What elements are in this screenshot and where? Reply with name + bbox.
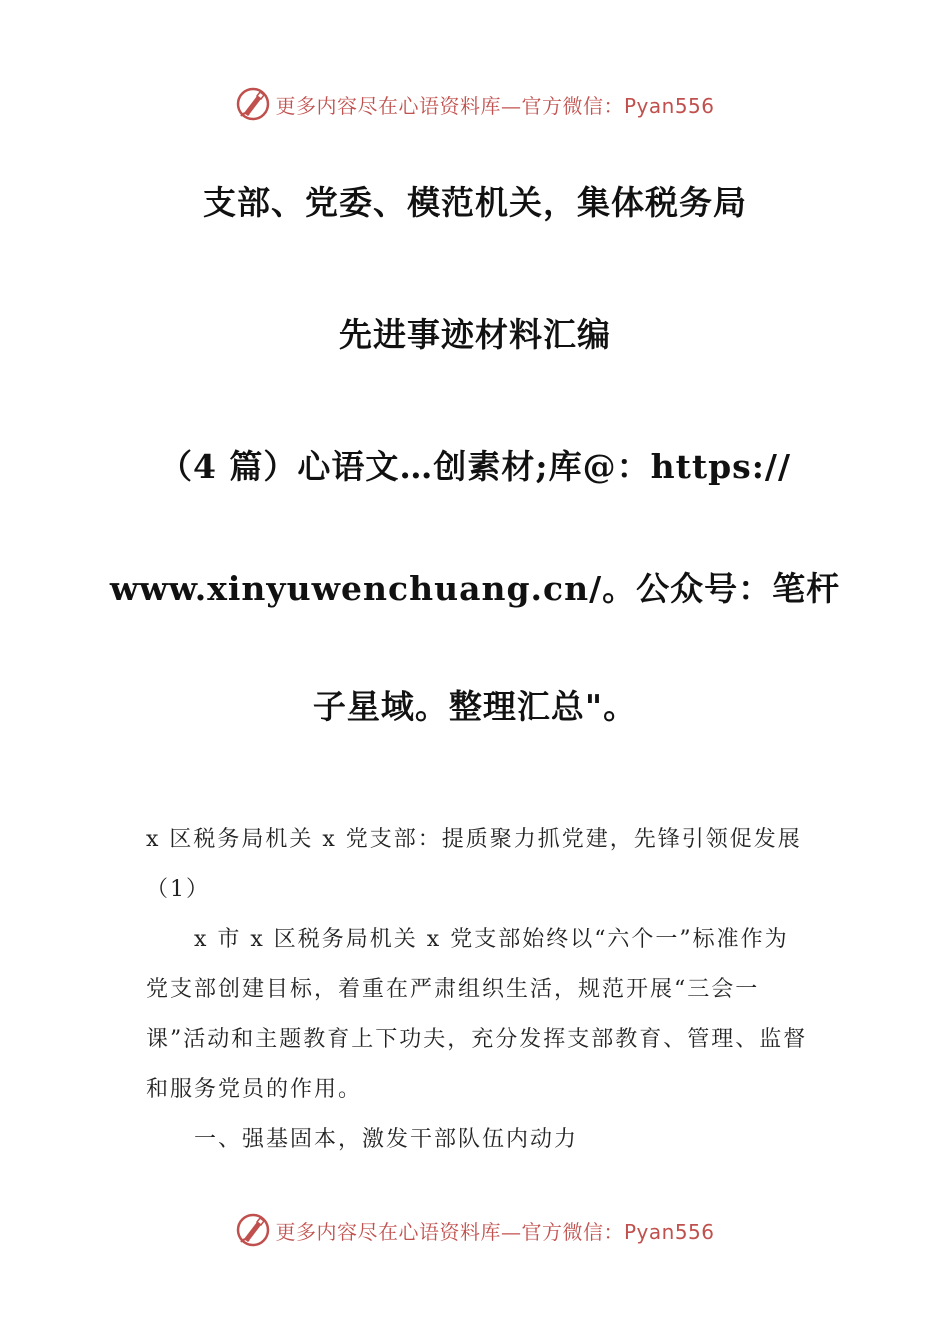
banner-text: 更多内容尽在心语资料库—官方微信：Pyan556 bbox=[275, 1219, 715, 1244]
wechat-id: Pyan556 bbox=[623, 1219, 715, 1244]
document-body bbox=[146, 815, 808, 1165]
title-line-3: （4 篇）心语文…创素材;库@：https:// bbox=[158, 447, 792, 486]
section-heading: x 区税务局机关 x 党支部：提质聚力抓党建，先锋引领促发展（1） bbox=[146, 827, 802, 902]
pen-circle-logo-icon bbox=[235, 1212, 271, 1248]
paragraph-2: 一、强基固本，激发干部队伍内动力 bbox=[194, 1127, 579, 1152]
title-line-1: 支部、党委、模范机关，集体税务局 bbox=[203, 183, 747, 222]
paragraph-1: x 市 x 区税务局机关 x 党支部始终以“六个一”标准作为党支部创建目标，着重在严肃组织生活，规范开展“三会一课”活动和主题教育上下功夫，充分发挥支部教育、管理、监督和服务党员的作用。 bbox=[146, 927, 808, 1102]
banner-content bbox=[235, 86, 714, 122]
header-banner bbox=[0, 82, 950, 126]
footer-banner bbox=[0, 1208, 950, 1252]
banner-text: 更多内容尽在心语资料库—官方微信：Pyan556 bbox=[275, 93, 715, 118]
wechat-id: Pyan556 bbox=[623, 93, 715, 118]
banner-content bbox=[235, 1212, 714, 1248]
pen-circle-logo-icon bbox=[235, 86, 271, 122]
title-line-5: 子星域。整理汇总"。 bbox=[312, 687, 638, 726]
title-line-4: www.xinyuwenchuang.cn/。公众号：笔杆 bbox=[109, 569, 841, 608]
title-line-2: 先进事迹材料汇编 bbox=[339, 315, 611, 354]
